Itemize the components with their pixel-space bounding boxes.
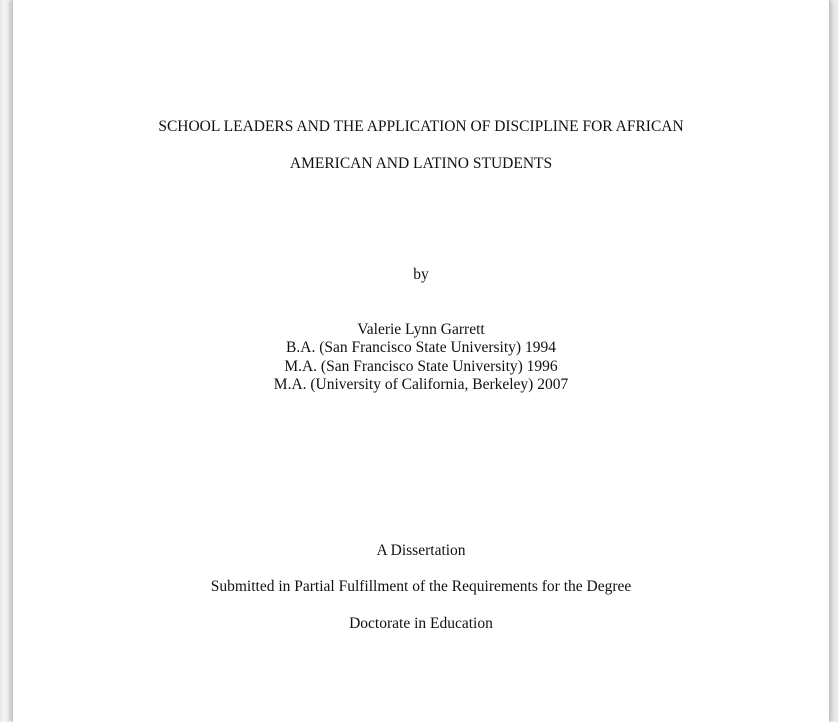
dissertation-label: A Dissertation xyxy=(376,542,466,559)
author-block xyxy=(13,321,829,394)
degree-entry: M.A. (University of California, Berkeley) 2007 xyxy=(273,375,569,393)
by-label: by xyxy=(413,266,429,283)
title-line-2: AMERICAN AND LATINO STUDENTS xyxy=(289,155,553,172)
submission-statement: Submitted in Partial Fulfillment of the Requirements for the Degree xyxy=(210,578,632,595)
document-page xyxy=(12,0,830,722)
degree-name: Doctorate in Education xyxy=(349,615,493,632)
title-line-1: SCHOOL LEADERS AND THE APPLICATION OF DISCIPLINE FOR AFRICAN xyxy=(158,118,684,135)
degree-entry: B.A. (San Francisco State University) 1994 xyxy=(286,339,556,357)
author-name: Valerie Lynn Garrett xyxy=(357,321,485,338)
degree-entry: M.A. (San Francisco State University) 1996 xyxy=(284,357,558,375)
